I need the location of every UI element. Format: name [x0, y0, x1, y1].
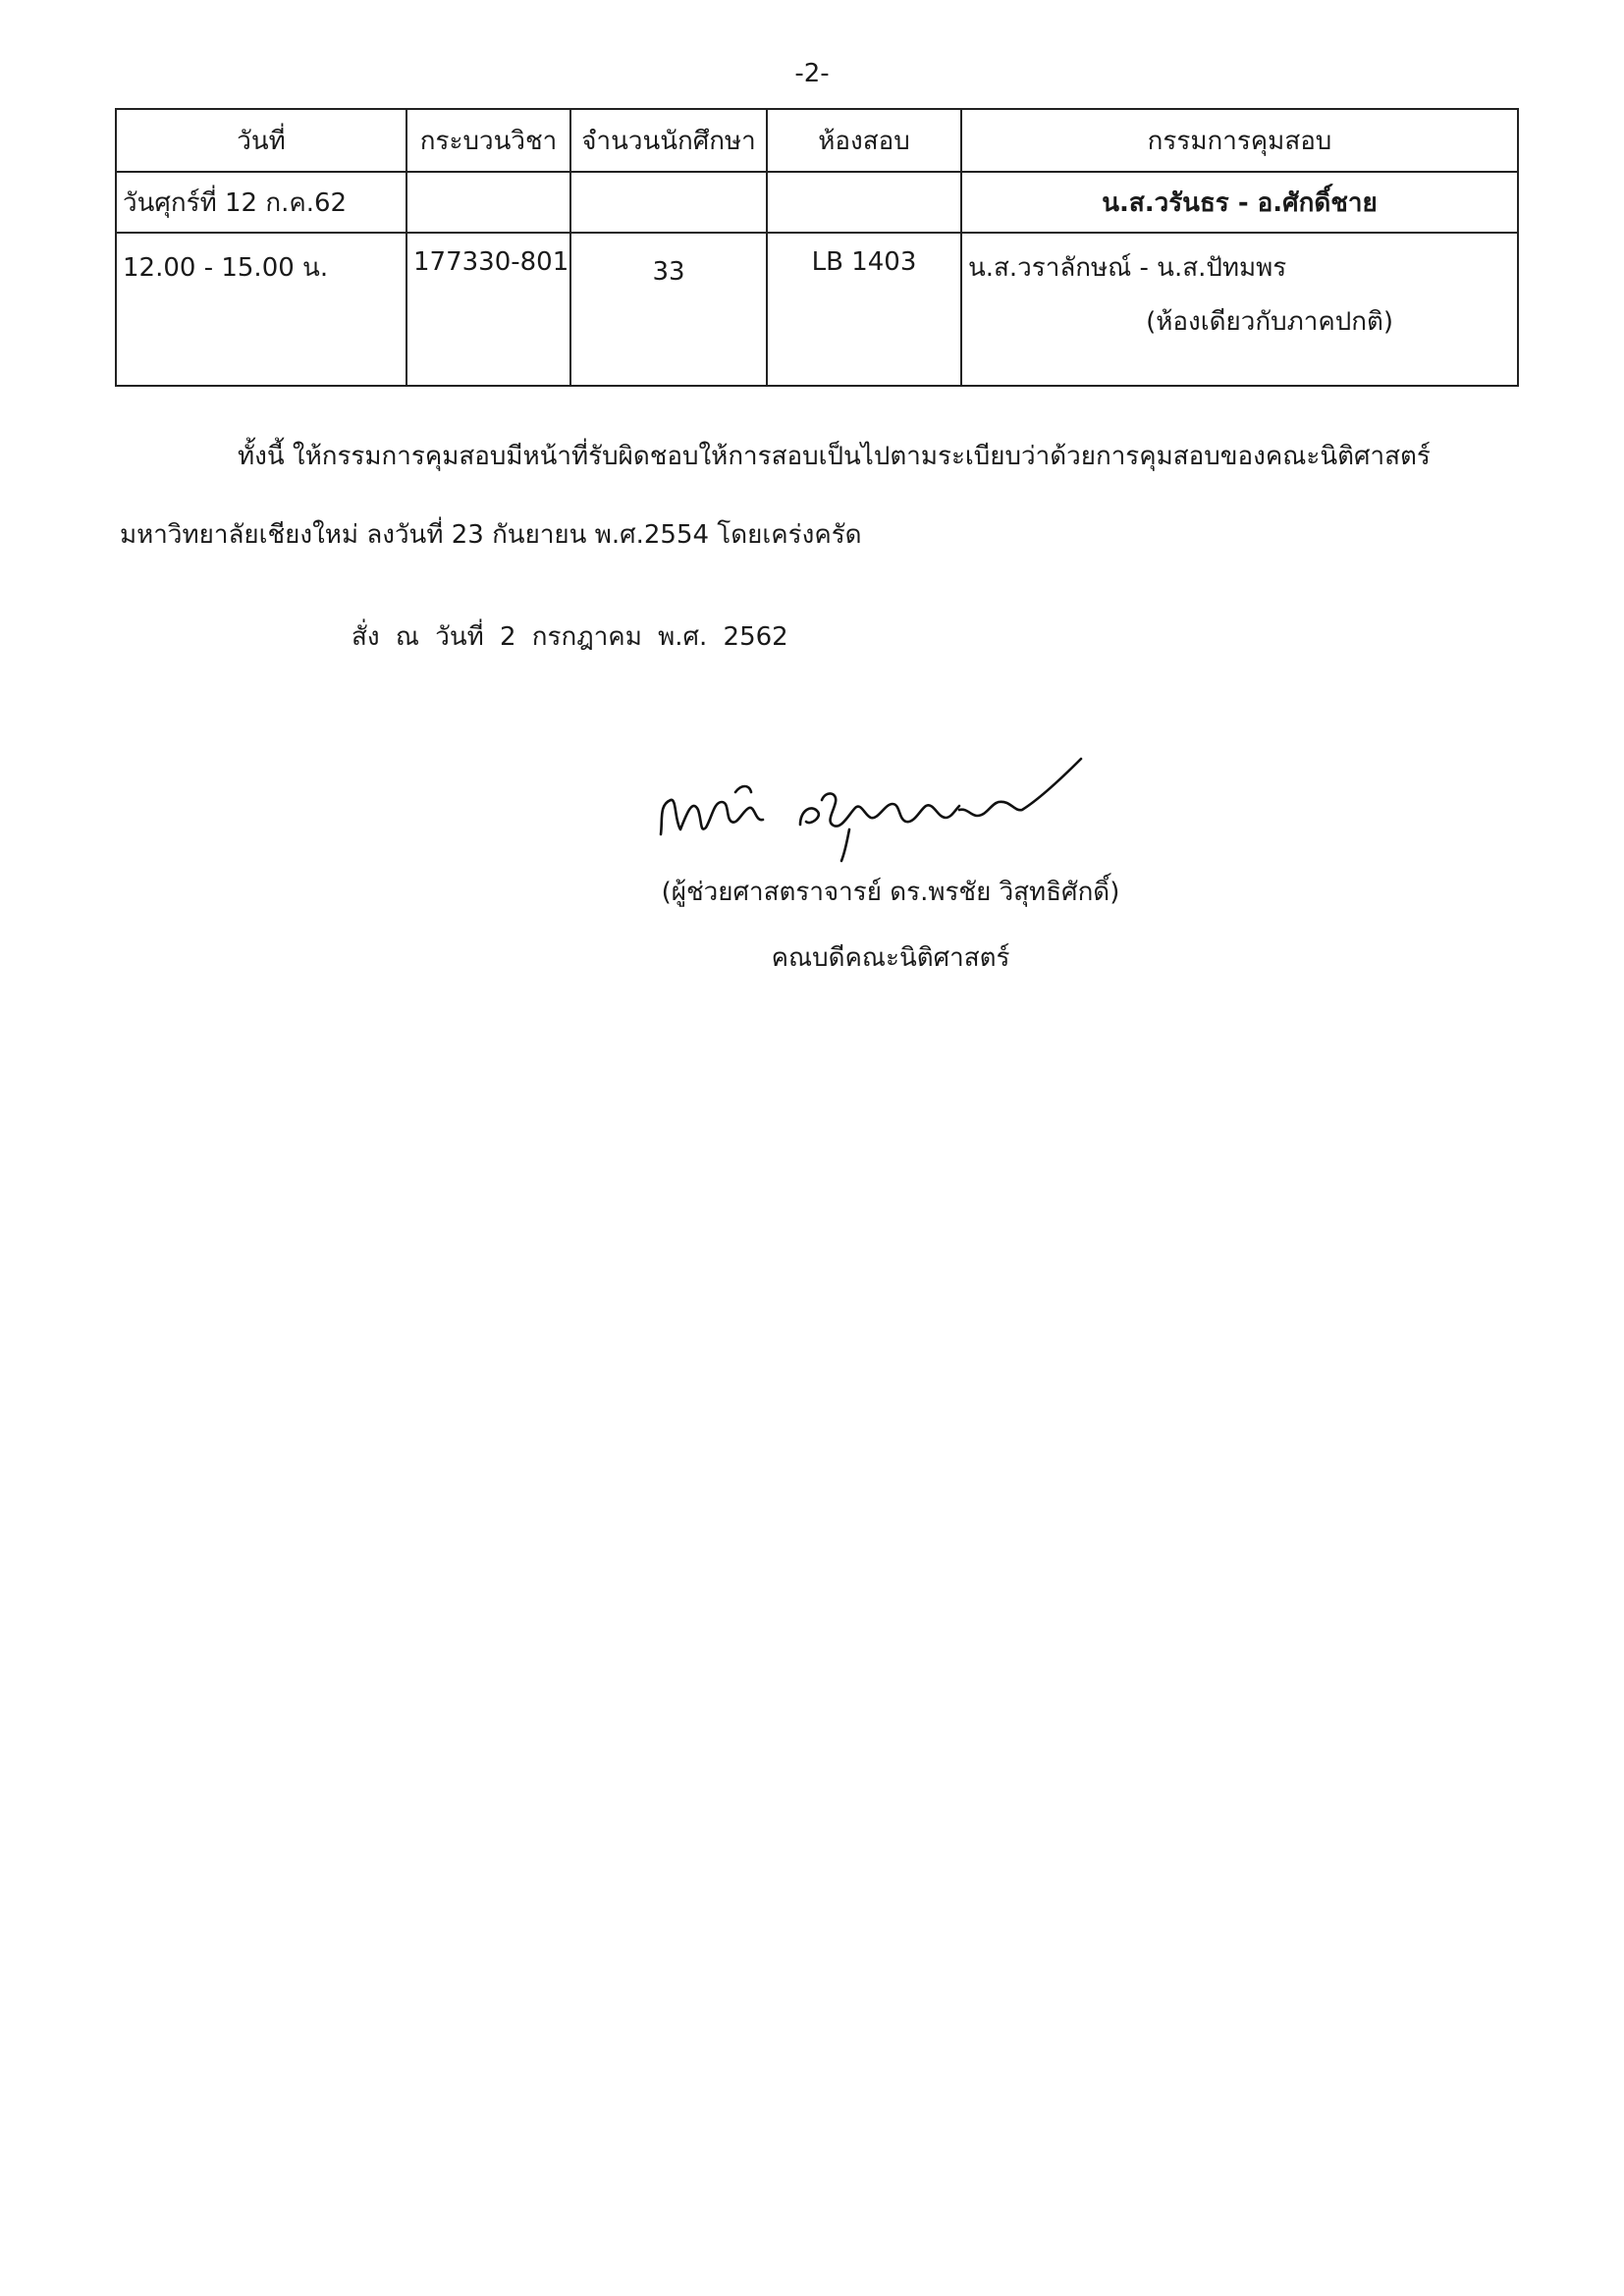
header-course: กระบวนวิชา	[406, 109, 570, 172]
course-code: 177330-801	[406, 233, 570, 386]
empty-cell	[767, 172, 961, 233]
exam-proctors-cell	[961, 233, 1518, 386]
signature	[653, 731, 1085, 869]
paragraph-line-1: ทั้งนี้ ให้กรรมการคุมสอบมีหน้าที่รับผิดชอบให้การสอบเป็นไปตามระเบียบว่าด้วยการคุมสอบของคณะนิติศาสตร์	[238, 442, 1431, 471]
table-row	[116, 172, 1518, 233]
date-proctors: น.ส.วรันธร - อ.ศักดิ์ชาย	[961, 172, 1518, 233]
table-header-row	[116, 109, 1518, 172]
empty-cell	[570, 172, 767, 233]
student-count: 33	[570, 233, 767, 386]
exam-schedule-table	[115, 108, 1519, 387]
header-date: วันที่	[116, 109, 406, 172]
exam-proctors: น.ส.วราลักษณ์ - น.ส.ปัทมพร	[968, 253, 1287, 283]
signer-title: คณบดีคณะนิติศาสตร์	[771, 943, 1010, 973]
page-number: -2-	[794, 59, 830, 88]
header-students: จำนวนนักศึกษา	[570, 109, 767, 172]
body-paragraph	[120, 417, 1514, 574]
exam-date: วันศุกร์ที่ 12 ก.ค.62	[116, 172, 406, 233]
header-room: ห้องสอบ	[767, 109, 961, 172]
paragraph-line-2: มหาวิทยาลัยเชียงใหม่ ลงวันที่ 23 กันยายน พ.ศ.2554 โดยเคร่งครัด	[120, 520, 862, 550]
header-proctors: กรรมการคุมสอบ	[961, 109, 1518, 172]
table-row	[116, 233, 1518, 386]
empty-cell	[406, 172, 570, 233]
exam-time: 12.00 - 15.00 น.	[116, 233, 406, 386]
exam-room: LB 1403	[767, 233, 961, 386]
room-note: (ห้องเดียวกับภาคปกติ)	[1146, 307, 1393, 337]
order-date: สั่ง ณ วันที่ 2 กรกฎาคม พ.ศ. 2562	[352, 622, 788, 652]
signer-name: (ผู้ช่วยศาสตราจารย์ ดร.พรชัย วิสุทธิศักดิ์)	[661, 878, 1120, 907]
